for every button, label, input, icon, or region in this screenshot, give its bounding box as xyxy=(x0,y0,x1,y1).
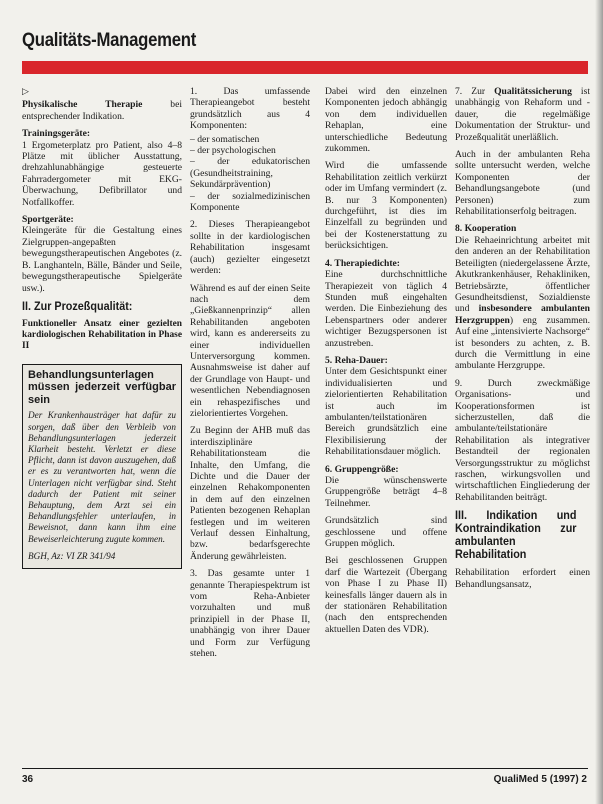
paragraph: 9. Durch zweckmäßige Organisations- und Kooperationsformen ist sicherzustellen, daß die ambulante/teilstationäre Rehabilitation als integrativer Bestandteil der regionalen Versorgungsstruktur zu möglichst raschen, wirkungsvollen und wirtschaftlichen Eingliederung der Rehabilitanden beiträgt. xyxy=(455,377,590,503)
list-item: – der psychologischen xyxy=(190,145,276,157)
info-box-title: Behandlungsunterlagen müssen jederzeit verfügbar sein xyxy=(28,368,176,406)
paragraph: Dabei wird den einzelnen Komponenten jedoch abhängig von dem individuellen Rehaplan, eine unterschiedliche Bedeutung zukommen. xyxy=(325,86,447,155)
info-box-source: BGH, Az: VI ZR 341/94 xyxy=(28,550,116,561)
paragraph: 3. Das gesamte unter 1 genannte Therapiespektrum ist vom Reha-Anbieter vorzuhalten und muß prinzipiell in der Phase II, unabhängig von ihrer Dauer und Form zur Verfügung stehen. xyxy=(190,568,310,660)
scan-edge-shadow xyxy=(595,0,603,804)
paragraph: Während es auf der einen Seite nach dem „Gießkannenprinzip“ allen Rehabilitanden angeboten wird, kann es andererseits zu einer individuellen Unterversorgung kommen. Ausnahmsweise ist daher auf der Grundlage von Haupt- und wesentlichen Nebendiagnosen ein rehaspezifisches und zielorientiertes Vorgehen. xyxy=(190,282,310,419)
column-3 xyxy=(325,86,447,641)
page-title: Qualitäts-Management xyxy=(22,30,197,51)
paragraph: Zu Beginn der AHB muß das interdisziplinäre Rehabilitationsteam die Inhalte, den Umfang, die Dichte und die Dauer der einzelnen Rehakomponenten in dem auf den einzelnen Patienten bezogenen Rehaplan festlegen und im weiteren Verlauf dessen Einhaltung, bzw. bedarfsgerechte Änderung gewährleisten. xyxy=(190,425,310,562)
paragraph: Grundsätzlich sind geschlossene und offene Gruppen möglich. xyxy=(325,515,447,550)
paragraph: Bei geschlossenen Gruppen darf die Wartezeit (Übergang von Phase I zu Phase II) keinesfalls länger dauern als in der stationären Rehabilitation (nach den entsprechenden aktuellen Daten des VDR). xyxy=(325,555,447,635)
column-4 xyxy=(455,86,590,596)
paragraph: Eine durchschnittliche Therapiezeit von täglich 4 Stunden muß eingehalten werden. Die Einbeziehung des Lebenspartners oder anderer wichtiger Bezugspersonen ist anzustreben. xyxy=(325,269,447,349)
paragraph: Die wünschenswerte Gruppengröße beträgt 4–8 Teilnehmer. xyxy=(325,475,447,509)
intro-paragraph: Physikalische Therapie bei entsprechender Indikation. xyxy=(22,99,182,122)
paragraph: Unter dem Gesichtspunkt einer individualisierten und zielorientierten Rehabilitation ist auch im ambulanten/teilstationären Bereich grundsätzlich eine Flexibilisierung der Rehabilitationsdauer möglich. xyxy=(325,366,447,458)
journal-reference: QualiMed 5 (1997) 2 xyxy=(493,774,587,785)
continuation-arrow-icon: ▷ xyxy=(22,86,29,96)
paragraph: Rehabilitation erfordert einen Behandlungsansatz, xyxy=(455,567,590,590)
training-paragraph: Trainingsgeräte: 1 Ergometerplatz pro Patient, also 4–8 Plätze mit üblicher Ausstattung, drehzahlunabhängige gesteuerte Fahrradergometer mit EKG-Überwachung, Defibrillator und Notfallkoffer. xyxy=(22,128,182,208)
paragraph: Auch in der ambulanten Reha sollte untersucht werden, welche Komponenten der Behandlungsangebote (und Personen) zum Rehabilitationserfolg beitragen. xyxy=(455,149,590,218)
info-box xyxy=(22,364,182,569)
paragraph: 7. Zur Qualitätssicherung ist unabhängig von Rehaform und -dauer, die regelmäßige Dokumentation der Struktur- und Prozeßqualität unerläßlich. xyxy=(455,86,590,143)
sport-paragraph: Sportgeräte: Kleingeräte für die Gestaltung eines Zielgruppen-angepaßten bewegungstherapeutischen Angebotes (z. B. Langhanteln, Bälle, Bänder und Seile, bewegungstherapeutische Spielgeräte usw.). xyxy=(22,214,182,294)
item-heading: 5. Reha-Dauer: xyxy=(325,354,388,366)
list-item: – der edukatorischen (Gesundheitstraining, Sekundärprävention) xyxy=(190,156,310,191)
list-item: – der somatischen xyxy=(190,133,260,145)
item-heading: 8. Kooperation xyxy=(455,223,517,235)
paragraph: 1. Das umfassende Therapieangebot besteht grundsätzlich aus 4 Komponenten: xyxy=(190,86,310,132)
paragraph: 2. Dieses Therapieangebot sollte in der kardiologischen Rehabilitation insgesamt (auch) gezielter eingesetzt werden: xyxy=(190,219,310,277)
page-number: 36 xyxy=(22,774,34,785)
footer-rule xyxy=(22,768,588,769)
list-item: – der sozialmedizinischen Komponente xyxy=(190,190,310,214)
info-box-body: Der Krankenhausträger hat dafür zu sorgen, daß über den Verbleib von Behandlungsunterlagen jederzeit Klarheit besteht. Verletzt er diese Pflicht, dann ist davon auszugehen, daß er es zu verantworten hat, wenn die Unterlagen nicht verfügbar sind. Steht dadurch der Patient mit seiner Behauptung, dem Arzt sei ein Behandlungsfehler unterlaufen, in Beweisnot, dann kann ihm eine Beweiserleichterung zugute kommen. xyxy=(28,410,176,544)
section-heading-prozessqualitaet: II. Zur Prozeßqualität: xyxy=(22,298,133,313)
section-subheading: Funktioneller Ansatz einer gezielten kardiologischen Rehabilitation in Phase II xyxy=(22,318,182,351)
header-red-bar xyxy=(22,61,588,74)
item-heading: 4. Therapiedichte: xyxy=(325,257,400,269)
section-heading-indikation: III. Indikation und Kontraindikation zur ambulanten Rehabilitation xyxy=(455,508,577,562)
paragraph: Die Rehaeinrichtung arbeitet mit den anderen an der Rehabilitation Beteiligten (niedergelassene Ärzte, Akutkrankenhäuser, Rehakliniken, Betriebsärzte, öffentlicher Gesundheitsdienst, Sozialdienste und insbesondere ambulanten Herzgruppen) eng zusammen. Auf eine „intensivierte Nachsorge“ ist besonders zu achten, z. B. durch die Vermittlung in eine ambulante Herzgruppe. xyxy=(455,234,590,372)
column-2 xyxy=(190,86,310,666)
column-1 xyxy=(22,86,182,569)
paragraph: Wird die umfassende Rehabilitation zeitlich verkürzt oder im Umfang vermindert (z. B. nur 3 Komponenten) durchgeführt, ist dies im Einzelfall zu begründen und bei der Kostenerstattung zu berücksichtigen. xyxy=(325,160,447,252)
item-heading: 6. Gruppengröße: xyxy=(325,463,399,475)
